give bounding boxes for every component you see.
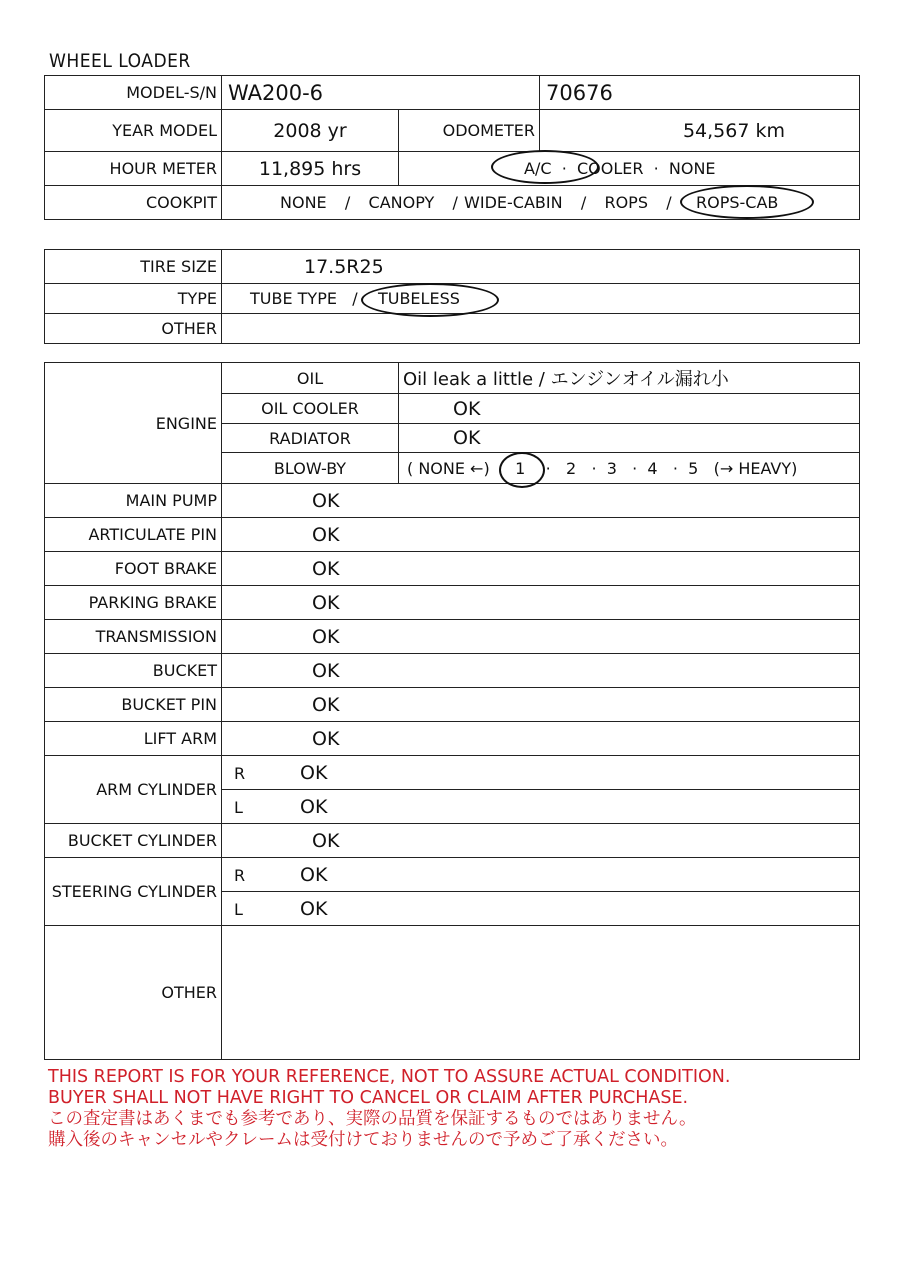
year-label: YEAR MODEL <box>45 110 222 152</box>
steering-cylinder-l-value: OK <box>300 897 328 920</box>
tire-type-options: TUBE TYPE / TUBELESS <box>222 284 860 314</box>
blowby-level-2: 2 <box>566 458 577 478</box>
item-value: OK <box>222 484 860 518</box>
disclaimer-line-2: BUYER SHALL NOT HAVE RIGHT TO CANCEL OR CLAIM AFTER PURCHASE. <box>48 1088 689 1108</box>
other-label: OTHER <box>45 926 222 1060</box>
item-label: BUCKET <box>45 654 222 688</box>
blowby-scale: ( NONE ←) 1 · 2 · 3 · 4 · 5 (→ HEAVY) <box>399 453 860 484</box>
item-value: OK <box>222 722 860 756</box>
radiator-label: RADIATOR <box>222 424 399 453</box>
disclaimer-line-1: THIS REPORT IS FOR YOUR REFERENCE, NOT TO ASSURE ACTUAL CONDITION. <box>48 1067 731 1087</box>
cockpit-selected-circle <box>680 185 814 219</box>
ac-option-cooler: COOLER <box>576 159 644 178</box>
item-value: OK <box>222 518 860 552</box>
odometer-label: ODOMETER <box>399 110 540 152</box>
tire-type-label: TYPE <box>45 284 222 314</box>
arm-cylinder-r-value: OK <box>300 761 328 784</box>
item-value: OK <box>222 552 860 586</box>
steering-cylinder-r <box>222 858 860 892</box>
tire-type-selected-circle <box>361 283 499 317</box>
disclaimer-line-4: 購入後のキャンセルやクレームは受付けておりませんので予めご了承ください。 <box>48 1130 678 1150</box>
tire-size-label: TIRE SIZE <box>45 250 222 284</box>
ac-option-ac: A/C <box>524 159 552 178</box>
item-label: MAIN PUMP <box>45 484 222 518</box>
arm-cylinder-r-label: R <box>234 763 246 783</box>
bucket-cylinder-label: BUCKET CYLINDER <box>45 824 222 858</box>
engine-label: ENGINE <box>45 363 222 484</box>
model-value: WA200-6 <box>222 76 540 110</box>
cockpit-option-canopy: CANOPY <box>368 193 435 212</box>
tire-type-tubeless: TUBELESS <box>377 289 460 308</box>
oil-cooler-label: OIL COOLER <box>222 394 399 424</box>
ac-selected-circle <box>491 150 599 184</box>
serial-value: 70676 <box>540 76 860 110</box>
item-value: OK <box>222 620 860 654</box>
tire-size-value: 17.5R25 <box>222 250 860 284</box>
ac-options: A/C · COOLER · NONE <box>399 152 860 186</box>
arm-cylinder-l-label: L <box>234 797 243 817</box>
blowby-selected-circle <box>499 452 545 488</box>
blowby-level-4: 4 <box>647 458 658 478</box>
blowby-none: ( NONE ←) <box>407 458 490 478</box>
item-label: FOOT BRAKE <box>45 552 222 586</box>
oil-cooler-value: OK <box>399 394 860 424</box>
arm-cylinder-l-value: OK <box>300 795 328 818</box>
item-label: BUCKET PIN <box>45 688 222 722</box>
arm-cylinder-label: ARM CYLINDER <box>45 756 222 824</box>
blowby-level-5: 5 <box>688 458 699 478</box>
cockpit-option-rops-cab: ROPS-CAB <box>695 193 779 212</box>
item-value: OK <box>222 586 860 620</box>
model-sn-label: MODEL-S/N <box>45 76 222 110</box>
arm-cylinder-l <box>222 790 860 824</box>
steering-cylinder-r-label: R <box>234 865 246 885</box>
item-label: PARKING BRAKE <box>45 586 222 620</box>
cockpit-option-rops: ROPS <box>604 193 648 212</box>
blowby-label: BLOW-BY <box>222 453 399 484</box>
item-value: OK <box>222 654 860 688</box>
bucket-cylinder-value: OK <box>222 824 860 858</box>
ac-option-none: NONE <box>668 159 716 178</box>
hours-value: 11,895 hrs <box>222 152 399 186</box>
tire-other-value <box>222 314 860 344</box>
engine-oil-value: Oil leak a little / エンジンオイル漏れ小 <box>399 363 860 394</box>
disclaimer-line-3: この査定書はあくまでも参考であり、実際の品質を保証するものではありません。 <box>48 1109 697 1129</box>
year-value: 2008 yr <box>222 110 399 152</box>
disclaimer <box>48 1067 730 1151</box>
blowby-level-1: 1 <box>515 458 526 478</box>
page-title: WHEEL LOADER <box>49 50 191 72</box>
cockpit-options: NONE / CANOPY / WIDE-CABIN / ROPS / ROPS-CAB <box>222 186 860 220</box>
steering-cylinder-label: STEERING CYLINDER <box>45 858 222 926</box>
inspection-table <box>44 362 860 1060</box>
hour-meter-label: HOUR METER <box>45 152 222 186</box>
odometer-value: 54,567 km <box>540 110 860 152</box>
item-value: OK <box>222 688 860 722</box>
cockpit-label: COOKPIT <box>45 186 222 220</box>
cockpit-option-none: NONE <box>280 193 327 212</box>
blowby-level-3: 3 <box>606 458 617 478</box>
other-value <box>222 926 860 1060</box>
item-label: TRANSMISSION <box>45 620 222 654</box>
blowby-heavy: (→ HEAVY) <box>713 458 798 478</box>
item-label: ARTICULATE PIN <box>45 518 222 552</box>
item-label: LIFT ARM <box>45 722 222 756</box>
steering-cylinder-l-label: L <box>234 899 243 919</box>
tire-type-tube: TUBE TYPE <box>250 289 337 308</box>
radiator-value: OK <box>399 424 860 453</box>
engine-oil-label: OIL <box>222 363 399 394</box>
steering-cylinder-l <box>222 892 860 926</box>
cockpit-option-wide-cabin: WIDE-CABIN <box>464 193 563 212</box>
steering-cylinder-r-value: OK <box>300 863 328 886</box>
tire-other-label: OTHER <box>45 314 222 344</box>
arm-cylinder-r <box>222 756 860 790</box>
